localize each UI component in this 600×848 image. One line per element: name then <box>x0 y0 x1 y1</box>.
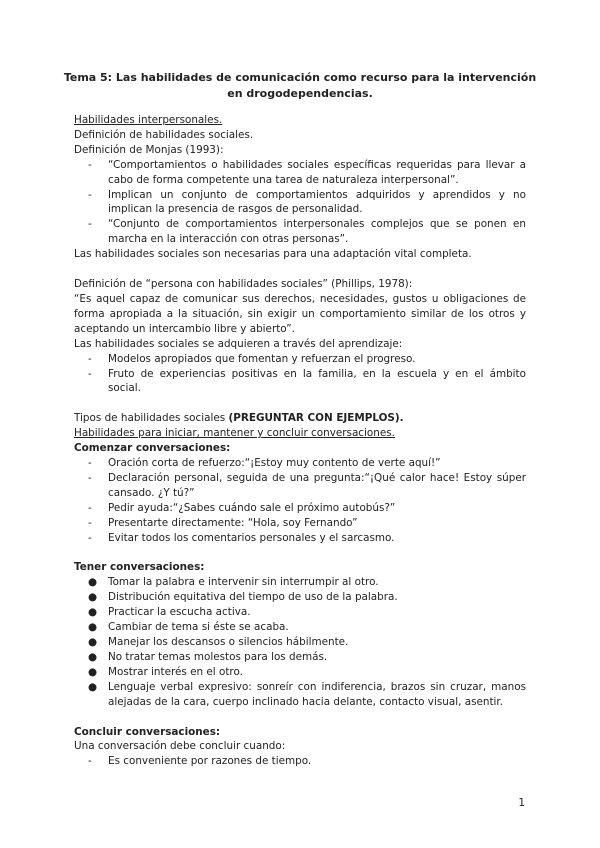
dash-marker: - <box>88 531 92 544</box>
paragraph-phillips: Definición de “persona con habilidades sociales” (Phillips, 1978): <box>74 278 413 291</box>
dash-marker: - <box>88 501 92 514</box>
heading-tener: Tener conversaciones: <box>74 561 205 574</box>
list-item: - Implican un conjunto de comportamientos adquiridos y aprendidos y no implican la presencia de rasgos de personalidad. <box>88 188 526 216</box>
paragraph-adaptacion: Las habilidades sociales son necesarias para una adaptación vital completa. <box>74 248 472 261</box>
list-item: ● Mostrar interés en el otro. <box>88 665 243 678</box>
list-concluir <box>74 754 526 769</box>
list-comenzar <box>74 456 526 545</box>
subheading-conversaciones: Habilidades para iniciar, mantener y concluir conversaciones. <box>74 427 395 440</box>
list-item: ● Manejar los descansos o silencios hábilmente. <box>88 636 349 648</box>
bullet-dot-icon: ● <box>88 591 98 604</box>
list-item: - Oración corta de refuerzo:“¡Estoy muy contento de verte aquí!” <box>88 457 441 470</box>
page-number: 1 <box>518 797 525 809</box>
paragraph-concluir: Una conversación debe concluir cuando: <box>74 740 286 753</box>
list-item: - Declaración personal, seguida de una pregunta:“¡Qué calor hace! Estoy súper cansado. ¿Y tú?” <box>88 471 526 499</box>
bullet-dot-icon: ● <box>88 636 98 648</box>
list-item: - Evitar todos los comentarios personales y el sarcasmo. <box>88 531 395 544</box>
list-item: - Pedir ayuda:“¿Sabes cuándo sale el próximo autobús?” <box>88 501 396 514</box>
dash-marker: - <box>88 352 92 365</box>
list-item: ● No tratar temas molestos para los demás. <box>88 650 328 663</box>
list-monjas <box>74 158 526 247</box>
list-item: ● Practicar la escucha activa. <box>88 606 251 619</box>
bullet-dot-icon: ● <box>88 606 98 619</box>
section-heading-interpersonal: Habilidades interpersonales. <box>74 114 223 126</box>
heading-comenzar: Comenzar conversaciones: <box>74 442 231 455</box>
document-title <box>60 70 540 102</box>
list-item: - Es conveniente por razones de tiempo. <box>88 755 312 768</box>
dash-marker: - <box>88 188 92 201</box>
dash-marker: - <box>88 218 92 231</box>
dash-marker: - <box>88 457 92 470</box>
dash-marker: - <box>88 471 92 484</box>
list-item: ● Lenguaje verbal expresivo: sonreír con indiferencia, brazos sin cruzar, manos alejadas de la cara, cuerpo inclinado hacia delante, contacto visual, asentir. <box>88 680 526 708</box>
heading-concluir: Concluir conversaciones: <box>74 725 221 738</box>
quote-phillips: “Es aquel capaz de comunicar sus derechos, necesidades, gustos u obligaciones de forma apropiada a la situación, sin exigir un comportamiento similar de los otros y aceptando un intercambio libre y abierto”. <box>74 292 526 335</box>
list-item: - Fruto de experiencias positivas en la familia, en la escuela y en el ámbito social. <box>88 367 526 395</box>
bullet-dot-icon: ● <box>88 680 98 693</box>
tipos-emphasis: (PREGUNTAR CON EJEMPLOS). <box>228 412 404 425</box>
title-line-2: en drogodependencias. <box>227 87 373 100</box>
bullet-dot-icon: ● <box>88 621 98 634</box>
bullet-dot-icon: ● <box>88 576 98 589</box>
bullet-dot-icon: ● <box>88 665 98 678</box>
dash-marker: - <box>88 516 92 529</box>
list-item: - Modelos apropiados que fomentan y refuerzan el progreso. <box>88 352 416 365</box>
list-item: ● Tomar la palabra e intervenir sin interrumpir al otro. <box>88 576 379 589</box>
dash-marker: - <box>88 755 92 768</box>
document-body <box>74 113 526 769</box>
paragraph-tipos: Tipos de habilidades sociales (PREGUNTAR CON EJEMPLOS). <box>74 412 404 425</box>
bullet-dot-icon: ● <box>88 650 98 663</box>
list-aprendizaje <box>74 352 526 397</box>
paragraph-monjas: Definición de Monjas (1993): <box>74 143 224 156</box>
list-tener <box>74 575 526 709</box>
paragraph-definicion: Definición de habilidades sociales. <box>74 128 254 141</box>
list-item: - “Conjunto de comportamientos interpersonales complejos que se ponen en marcha en la interacción con otras personas”. <box>88 218 526 246</box>
list-item: - Presentarte directamente: “Hola, soy Fernando” <box>88 516 358 529</box>
list-item: - “Comportamientos o habilidades sociales específicas requeridas para llevar a cabo de forma competente una tarea de naturaleza interpersonal”. <box>88 158 526 186</box>
list-item: ● Cambiar de tema si éste se acaba. <box>88 621 289 634</box>
paragraph-aprendizaje: Las habilidades sociales se adquieren a través del aprendizaje: <box>74 337 403 350</box>
dash-marker: - <box>88 367 92 380</box>
title-line-1: Tema 5: Las habilidades de comunicación como recurso para la intervención <box>63 71 537 84</box>
list-item: ● Distribución equitativa del tiempo de uso de la palabra. <box>88 591 398 604</box>
dash-marker: - <box>88 158 92 171</box>
